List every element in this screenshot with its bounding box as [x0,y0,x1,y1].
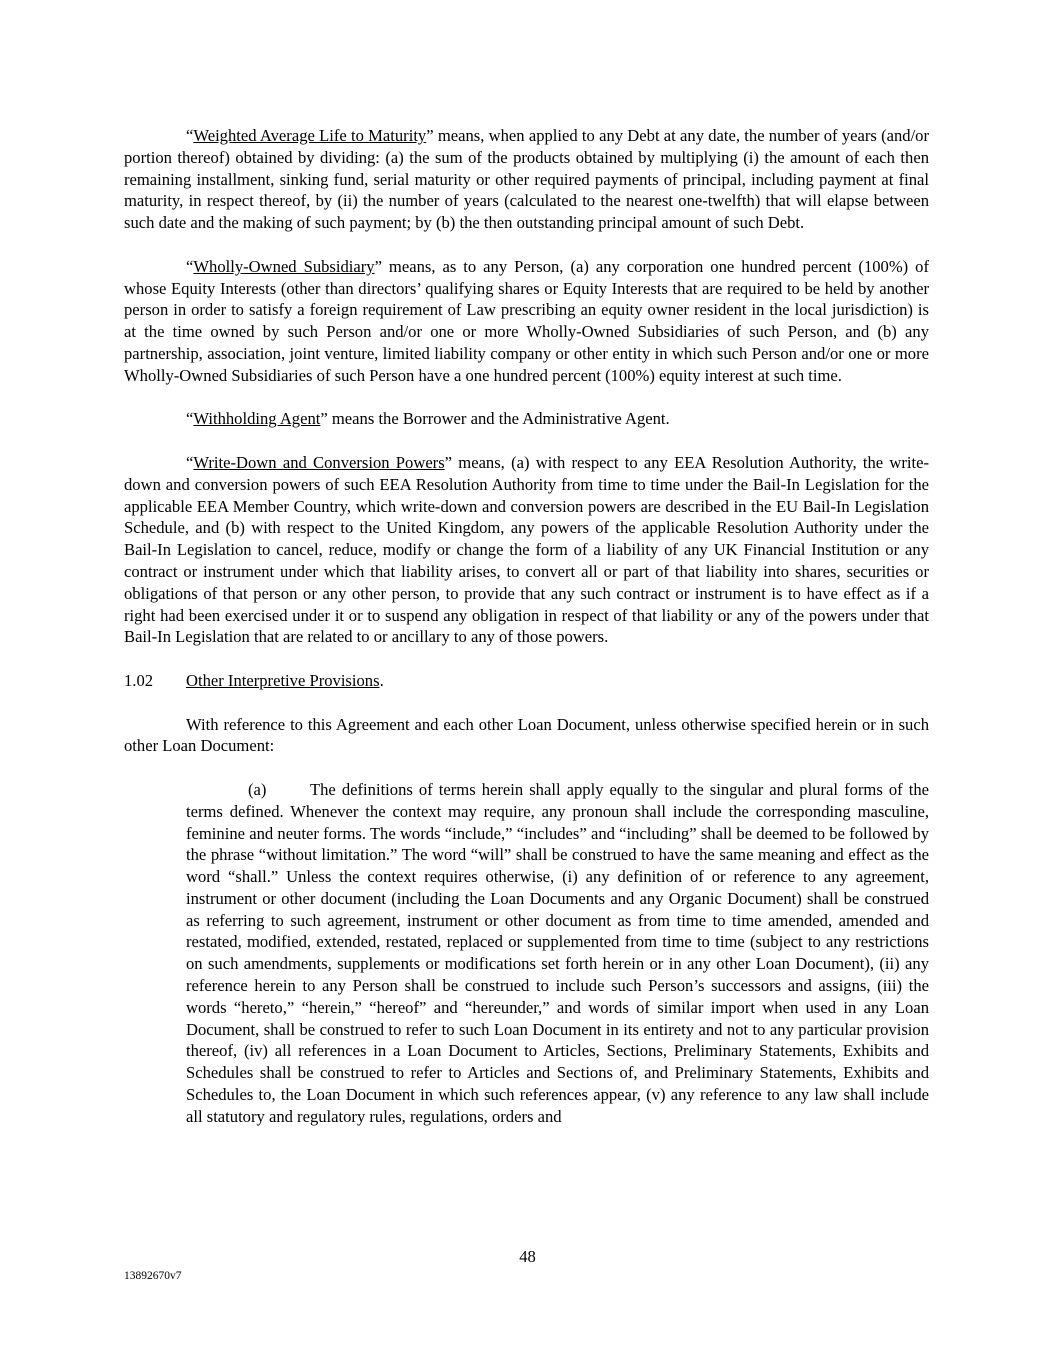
section-intro: With reference to this Agreement and each other Loan Document, unless otherwise specified herein or in such other Loan Document: [124,714,929,756]
definition-text: ” means the Borrower and the Administrative Agent. [320,409,670,429]
document-body [124,125,929,1149]
open-quote: “ [186,126,194,145]
section-number: 1.02 [124,670,154,690]
defined-term: Weighted Average Life to Maturity [193,126,427,145]
definition-paragraph [124,256,929,387]
definition-text: ” means, as to any Person, (a) any corporation one hundred percent (100%) of whose Equity Interests (other than directors’ qualifying shares or Equity Interests that are required to be held by another person in order to satisfy a foreign requirement of Law prescribing an equity owner resident in the local jurisdiction) is at the time owned by such Person and/or one or more Wholly-Owned Subsidiaries of such Person, and (b) any partnership, association, joint venture, limited liability company or other entity in which such Person and/or one or more Wholly-Owned Subsidiaries of such Person have a one hundred percent (100%) equity interest at such time. [124,256,929,385]
definition-text: ” means, (a) with respect to any EEA Resolution Authority, the write-down and conversion powers of such EEA Resolution Authority from time to time under the Bail-In Legislation for the applicable EEA Member Country, which write-down and conversion powers are described in the EU Bail-In Legislation Schedule, and (b) with respect to the United Kingdom, any powers of the applicable Resolution Authority under the Bail-In Legislation to cancel, reduce, modify or change the form of a liability of any UK Financial Institution or any contract or instrument under which that liability arises, to convert all or part of that liability into shares, securities or obligations of that person or any other person, to provide that any such contract or instrument is to have effect as if a right had been exercised under it or to suspend any obligation in respect of that liability or any of the powers under that Bail-In Legislation that are related to or ancillary to any of those powers. [124,452,929,647]
list-item-label: (a) [248,779,267,799]
open-quote: “ [186,409,194,429]
document-id: 13892670v7 [124,1270,182,1282]
defined-term: Write-Down and Conversion Powers [193,452,445,472]
section-title: Other Interpretive Provisions [186,670,380,690]
definition-text: ” means, when applied to any Debt at any date, the number of years (and/or portion thereof) obtained by dividing: (a) the sum of the products obtained by multiplying (i) the amount of each then remaining installment, sinking fund, serial maturity or other required payments of principal, including payment at final maturity, in respect thereof, by (ii) the number of years (calculated to the nearest one-twelfth) that will elapse between such date and the making of such payment; by (b) the then outstanding principal amount of such Debt. [124,126,930,233]
definition-paragraph [124,125,929,234]
section-heading [124,670,929,692]
list-item [186,779,929,1128]
open-quote: “ [186,452,194,472]
definition-paragraph [124,452,929,648]
defined-term: Withholding Agent [193,409,321,429]
defined-term: Wholly-Owned Subsidiary [193,256,375,276]
list-item-text: The definitions of terms herein shall apply equally to the singular and plural forms of the terms defined. Whenever the context may require, any pronoun shall include the corresponding masculine, feminine and neuter forms. The words “include,” “includes” and “including” shall be deemed to be followed by the phrase “without limitation.” The word “will” shall be construed to have the same meaning and effect as the word “shall.” Unless the context requires otherwise, (i) any definition of or reference to any agreement, instrument or other document (including the Loan Documents and any Organic Document) shall be construed as referring to such agreement, instrument or other document as from time to time amended, amended and restated, modified, extended, restated, replaced or supplemented from time to time (subject to any restrictions on such amendments, supplements or modifications set forth herein or in any other Loan Document), (ii) any reference herein to any Person shall be construed to include such Person’s successors and assigns, (iii) the words “hereto,” “herein,” “hereof” and “hereunder,” and words of similar import when used in any Loan Document, shall be construed to refer to such Loan Document in its entirety and not to any particular provision thereof, (iv) all references in a Loan Document to Articles, Sections, Preliminary Statements, Exhibits and Schedules shall be construed to refer to Articles and Sections of, and Preliminary Statements, Exhibits and Schedules to, the Loan Document in which such references appear, (v) any reference to any law shall include all statutory and regulatory rules, regulations, orders and [186,779,929,1126]
open-quote: “ [186,256,194,276]
page-number: 48 [519,1247,536,1266]
definition-paragraph [124,408,929,430]
section-title-suffix: . [379,670,384,690]
